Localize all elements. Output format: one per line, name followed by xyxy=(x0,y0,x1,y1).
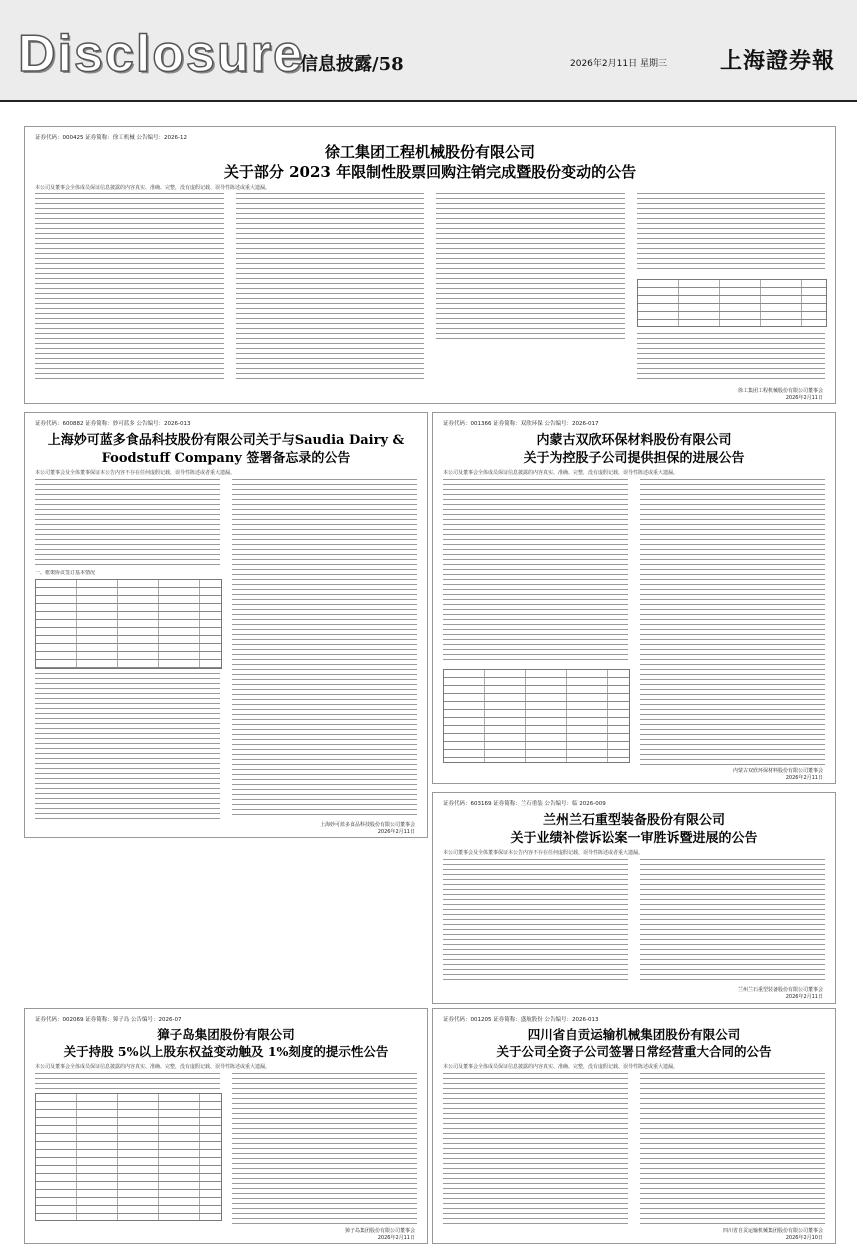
financial-table xyxy=(443,669,630,763)
article-subtitle: 关于公司全资子公司签署日常经营重大合同的公告 xyxy=(496,1044,772,1059)
issue-date: 2026年2月11日 星期三 xyxy=(570,59,667,69)
article-subtitle: Foodstuff Company 签署备忘录的公告 xyxy=(101,451,351,466)
article-body xyxy=(35,193,825,383)
article-title: 獐子岛集团股份有限公司 xyxy=(157,1027,295,1042)
article-zigong xyxy=(432,1008,836,1244)
article-lead: 本公司及董事会全体成员保证信息披露的内容真实、准确、完整，没有虚假记载、误导性陈述或重大遗漏。 xyxy=(35,185,271,191)
article-meta: 证券代码：603169 证券简称：兰石重装 公告编号：临 2026-009 xyxy=(443,801,606,807)
article-footer: 上海妙可蓝多食品科技股份有限公司董事会 2026年2月11日 xyxy=(319,822,415,835)
article-subtitle: 关于为控股子公司提供担保的进展公告 xyxy=(523,451,745,466)
article-meta: 证券代码：001205 证券简称：盛航股份 公告编号：2026-013 xyxy=(443,1017,599,1023)
brand-disclosure: Disclosure xyxy=(18,25,304,83)
article-meta: 证券代码：002069 证券简称：獐子岛 公告编号：2026-07 xyxy=(35,1017,182,1023)
article-subtitle: 关于持股 5%以上股东权益变动触及 1%刻度的提示性公告 xyxy=(63,1044,389,1059)
article-body xyxy=(35,479,417,819)
article-footer: 獐子岛集团股份有限公司董事会 2026年2月11日 xyxy=(344,1228,415,1241)
share-change-table xyxy=(637,279,828,327)
article-title: 四川省自贡运输机械集团股份有限公司 xyxy=(527,1027,741,1042)
section-title: 信息披露/58 xyxy=(300,54,404,75)
article-zhangzidao xyxy=(24,1008,428,1244)
equity-change-table xyxy=(35,1093,222,1221)
article-meta: 证券代码：000425 证券简称：徐工机械 公告编号：2026-12 xyxy=(35,135,187,141)
article-meta: 证券代码：001366 证券简称：双欣环保 公告编号：2026-017 xyxy=(443,421,599,427)
article-shuangxin xyxy=(432,412,836,784)
masthead xyxy=(0,0,857,102)
article-footer: 内蒙古双欣环保材料股份有限公司董事会 2026年2月11日 xyxy=(732,768,823,781)
article-title: 兰州兰石重型装备股份有限公司 xyxy=(542,813,725,828)
article-subtitle: 关于业绩补偿诉讼案一审胜诉暨进展的公告 xyxy=(510,831,758,846)
article-title: 上海妙可蓝多食品科技股份有限公司关于与Saudia Dairy & xyxy=(47,433,405,448)
article-subtitle: 关于部分 2023 年限制性股票回购注销完成暨股份变动的公告 xyxy=(223,163,637,181)
article-body xyxy=(443,1073,825,1225)
article-xcmg xyxy=(24,126,836,404)
article-lead: 本公司董事会及全体董事保证本公告内容不存在任何虚假记载、误导性陈述或者重大遗漏。 xyxy=(443,850,644,856)
article-title: 徐工集团工程机械股份有限公司 xyxy=(324,143,535,161)
article-lanshi xyxy=(432,792,836,1004)
article-body xyxy=(35,1073,417,1225)
article-footer: 徐工集团工程机械股份有限公司董事会 2026年2月11日 xyxy=(737,388,823,401)
article-title: 内蒙古双欣环保材料股份有限公司 xyxy=(536,433,732,448)
table-caption: 一、框架协议签订基本情况 xyxy=(35,570,96,576)
article-body xyxy=(443,479,825,765)
article-footer: 兰州兰石重型装备股份有限公司董事会 2026年2月11日 xyxy=(737,987,823,1000)
article-footer: 四川省自贡运输机械集团股份有限公司董事会 2026年2月10日 xyxy=(722,1228,823,1241)
paper-logo: 上海證券報 xyxy=(720,48,836,74)
article-milkground xyxy=(24,412,428,838)
article-meta: 证券代码：600882 证券简称：妙可蓝多 公告编号：2026-013 xyxy=(35,421,191,427)
article-body xyxy=(443,859,825,983)
article-lead: 本公司董事会及全体董事保证本公告内容不存在任何虚假记载、误导性陈述或者重大遗漏。 xyxy=(35,470,236,476)
article-lead: 本公司及董事会全体成员保证信息披露的内容真实、准确、完整，没有虚假记载、误导性陈述或重大遗漏。 xyxy=(443,1064,679,1070)
article-lead: 本公司及董事会全体成员保证信息披露的内容真实、准确、完整，没有虚假记载、误导性陈述或重大遗漏。 xyxy=(443,470,679,476)
agreement-table xyxy=(35,579,222,669)
article-lead: 本公司及董事会全体成员保证信息披露的内容真实、准确、完整，没有虚假记载、误导性陈述或重大遗漏。 xyxy=(35,1064,271,1070)
